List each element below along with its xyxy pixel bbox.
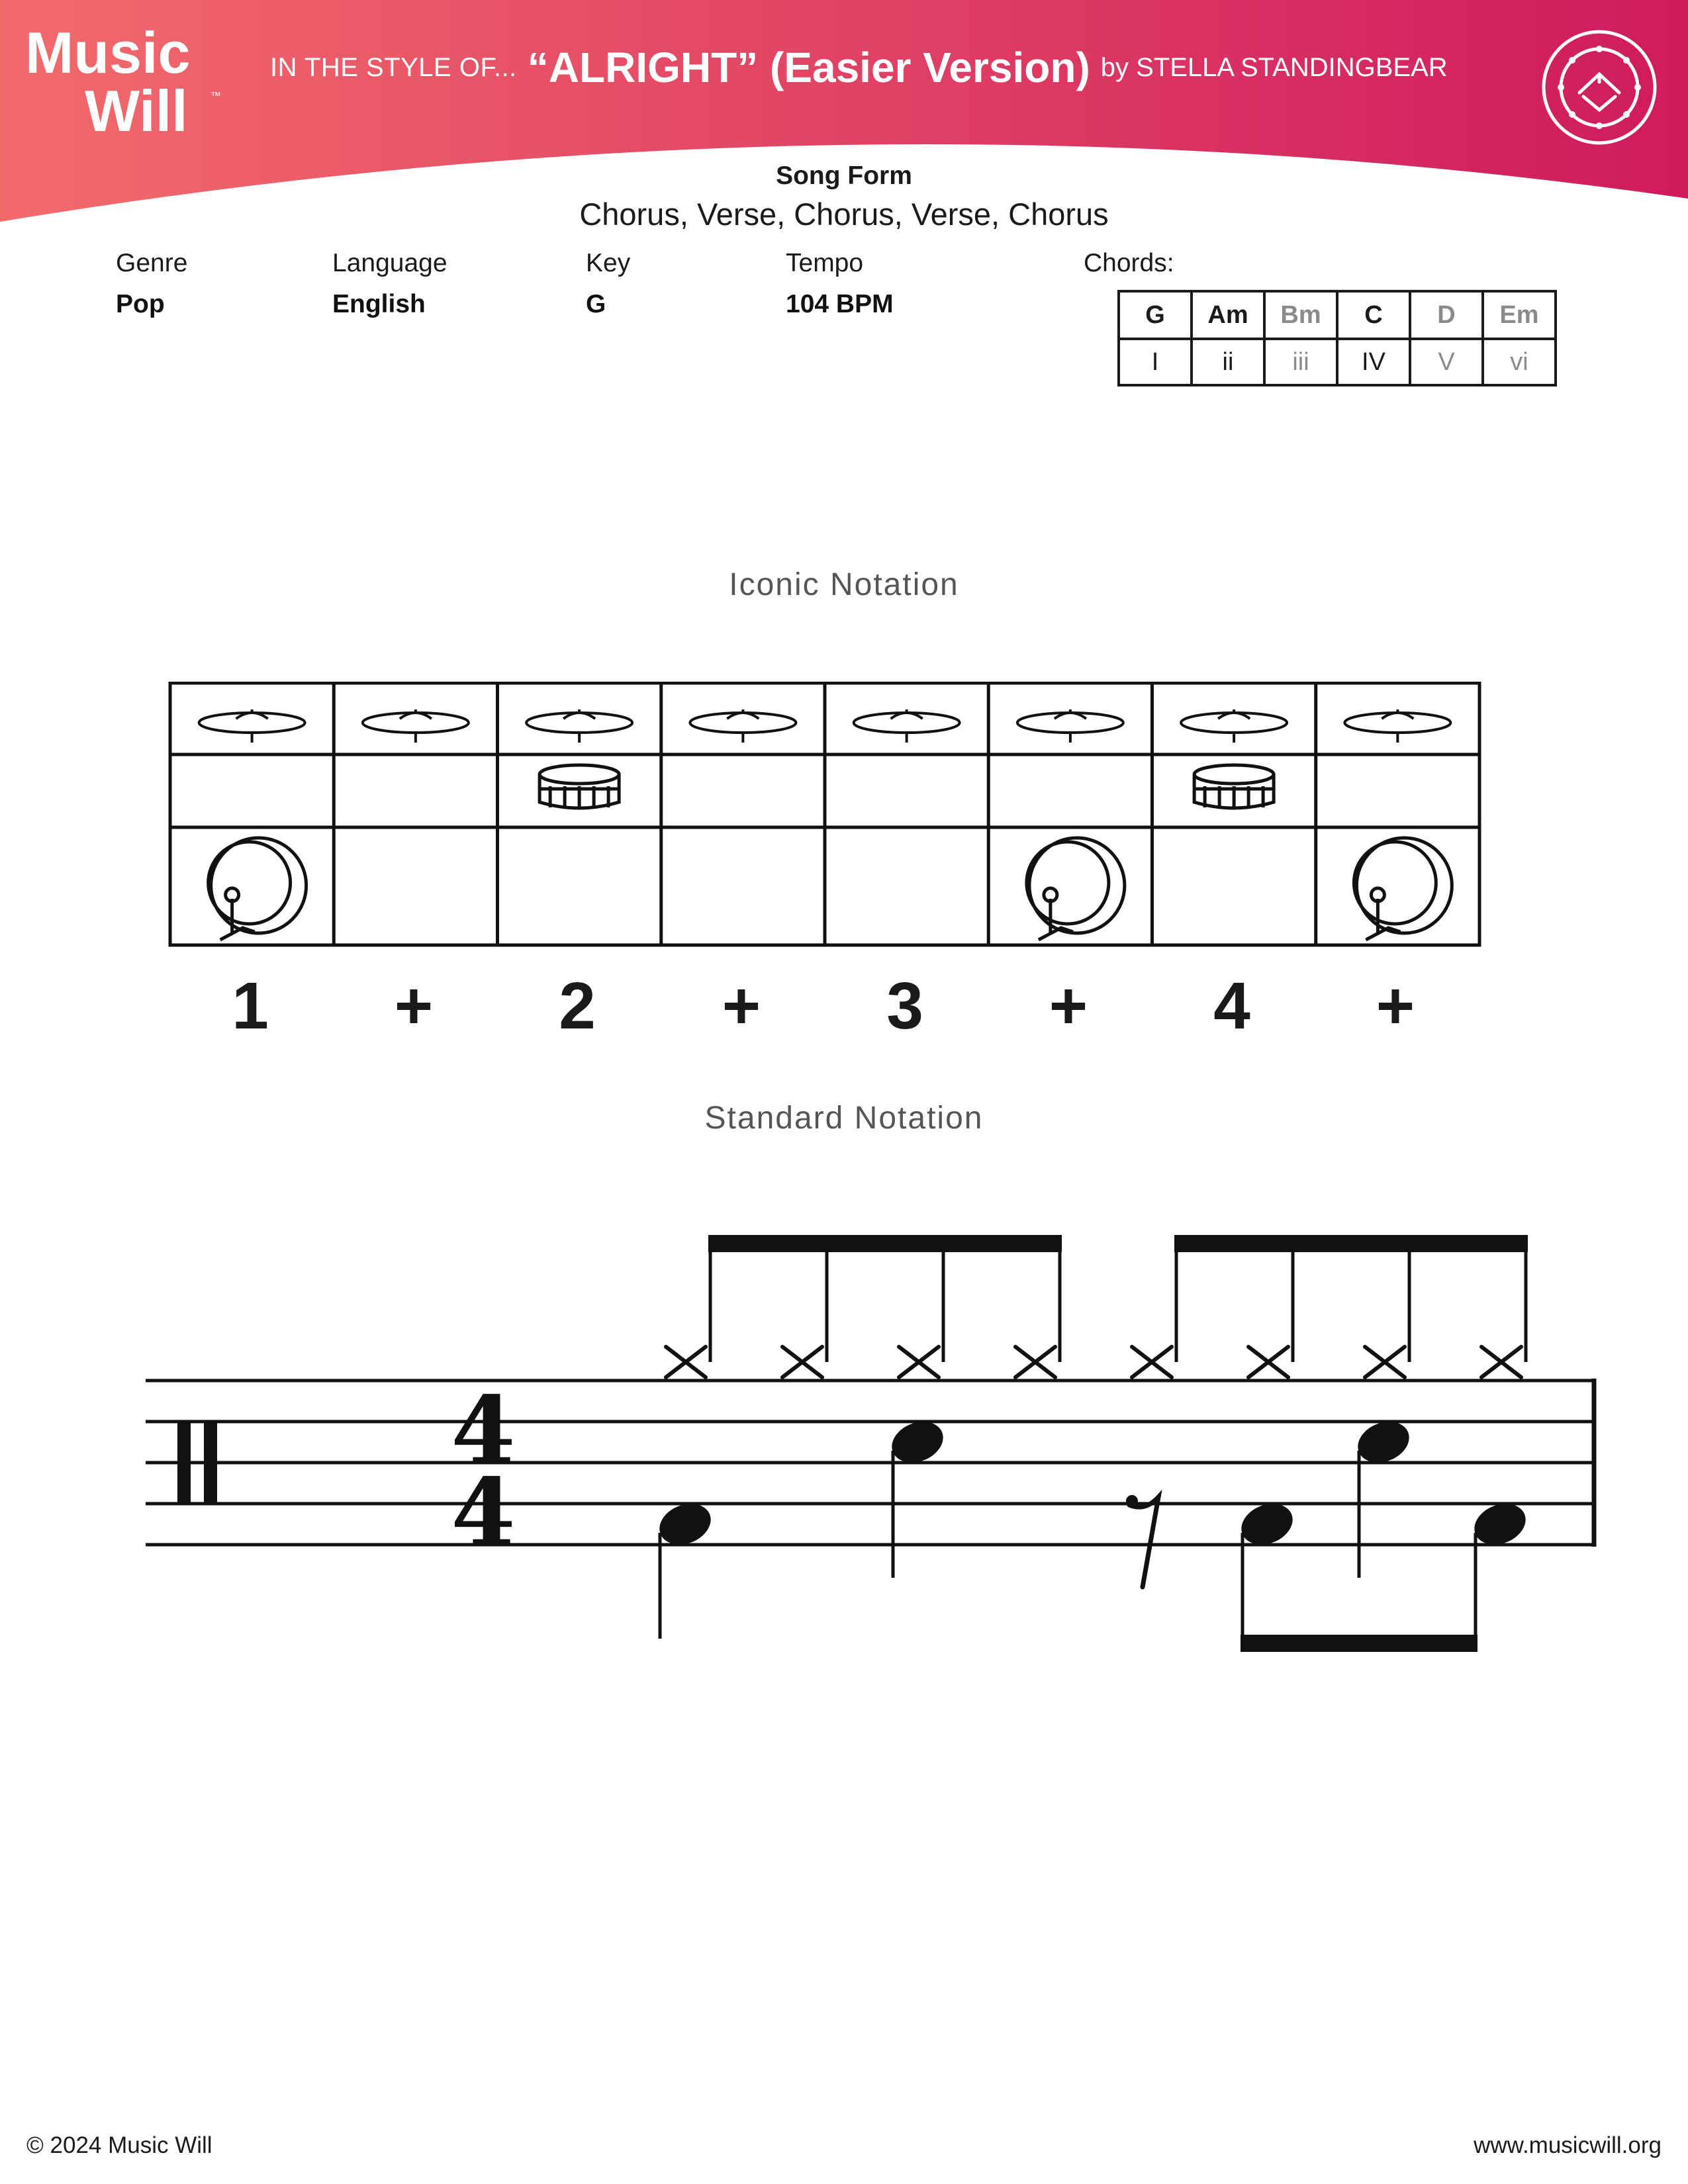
eighth-rest	[1126, 1495, 1158, 1587]
chord-numeral: I	[1119, 339, 1192, 385]
hihat-cymbal-icon	[199, 709, 305, 743]
chords-label: Chords:	[1084, 249, 1174, 277]
chord-name: G	[1119, 291, 1192, 339]
header-title	[270, 34, 1448, 101]
svg-text:™: ™	[211, 91, 221, 102]
hihat-cymbal-icon	[690, 709, 796, 743]
drum-staff	[0, 1191, 1688, 1668]
iconic-notation-title: Iconic Notation	[729, 567, 959, 602]
kick-beam	[1241, 1635, 1477, 1652]
beat-count: +	[1049, 969, 1088, 1043]
chord-name: Bm	[1264, 291, 1337, 339]
key-info	[586, 249, 630, 319]
beat-count: 3	[886, 969, 923, 1043]
snare-drum-icon	[539, 765, 619, 808]
hihat-cymbal-icon	[1181, 709, 1287, 743]
artist-byline: by STELLA STANDINGBEAR	[1100, 52, 1448, 82]
hihat-notes	[666, 1347, 1521, 1377]
song-title: “ALRIGHT” (Easier Version)	[527, 44, 1090, 91]
hihat-cymbal-icon	[363, 709, 469, 743]
hihat-beam	[1174, 1235, 1528, 1252]
language-label: Language	[332, 249, 447, 277]
hihat-beam	[708, 1235, 1062, 1252]
beat-count: 4	[1213, 969, 1250, 1043]
standard-notation-title: Standard Notation	[704, 1101, 984, 1136]
svg-text:Will: Will	[85, 78, 188, 139]
website-link[interactable]: www.musicwill.org	[1474, 2132, 1662, 2158]
key-value: G	[586, 290, 606, 318]
beat-count: +	[1376, 969, 1415, 1043]
chords-table	[1117, 290, 1557, 387]
chord-name: D	[1410, 291, 1483, 339]
svg-text:Music: Music	[25, 20, 191, 85]
genre-label: Genre	[116, 249, 188, 277]
tempo-info	[786, 249, 894, 319]
music-will-logo	[24, 20, 256, 139]
chord-numeral: IV	[1337, 339, 1410, 385]
hihat-cymbal-icon	[854, 709, 960, 743]
time-signature-bottom: 4	[451, 1459, 516, 1567]
chord-numeral: iii	[1264, 339, 1337, 385]
beat-count: 2	[559, 969, 596, 1043]
title-prefix: IN THE STYLE OF...	[270, 52, 517, 82]
copyright: © 2024 Music Will	[26, 2132, 212, 2158]
chord-numeral: V	[1410, 339, 1483, 385]
time-signature-top: 4	[451, 1377, 516, 1485]
song-form-value: Chorus, Verse, Chorus, Verse, Chorus	[579, 197, 1109, 232]
bass-drum-icon	[1354, 838, 1452, 940]
chord-name: Em	[1483, 291, 1556, 339]
tempo-value: 104 BPM	[786, 290, 894, 318]
tempo-label: Tempo	[786, 249, 864, 277]
bass-drum-icon	[209, 838, 306, 940]
hihat-cymbal-icon	[526, 709, 632, 743]
beat-count: +	[722, 969, 761, 1043]
language-info	[332, 249, 447, 319]
drum-kit-icon	[1540, 28, 1659, 147]
hihat-cymbal-icon	[1344, 709, 1450, 743]
genre-info	[116, 249, 187, 319]
hihat-stems	[710, 1236, 1526, 1362]
beat-count: 1	[232, 969, 269, 1043]
beat-count: +	[394, 969, 434, 1043]
chord-numeral: vi	[1483, 339, 1556, 385]
language-value: English	[332, 290, 426, 318]
chord-name: Am	[1192, 291, 1264, 339]
chord-name: C	[1337, 291, 1410, 339]
snare-drum-icon	[1194, 765, 1274, 808]
genre-value: Pop	[116, 290, 165, 318]
bass-drum-icon	[1027, 838, 1125, 940]
key-label: Key	[586, 249, 631, 277]
song-form-label: Song Form	[776, 161, 912, 190]
hihat-cymbal-icon	[1017, 709, 1123, 743]
chord-numeral: ii	[1192, 339, 1264, 385]
iconic-notation-grid	[0, 682, 1688, 960]
